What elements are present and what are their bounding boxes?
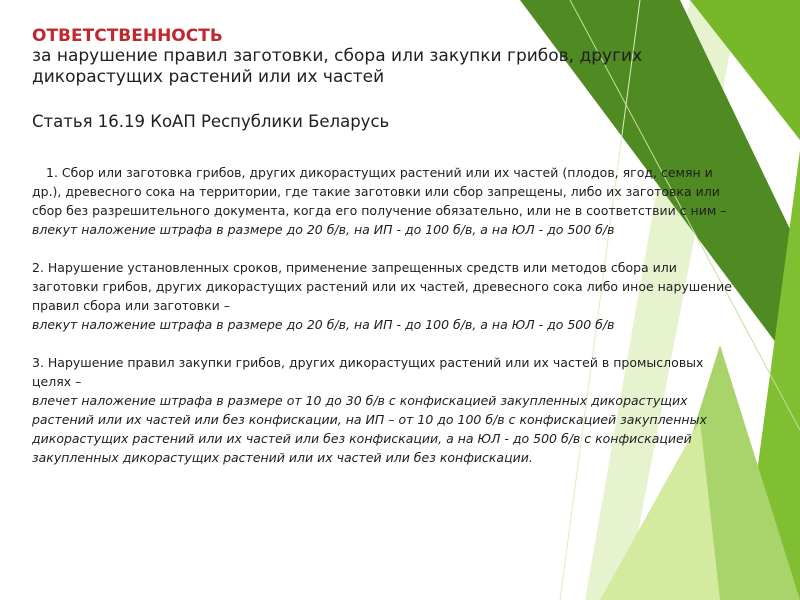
clause-1-text: 1. Сбор или заготовка грибов, других дикорастущих растений или их частей (плодов, ягод, семян и др.), древесного сока на территории, где такие заготовки или сбор запрещены, либо их заготовка или сбор без разрешительного документа, когда его получение обязательно, или не в соответствии с ним – — [32, 165, 727, 218]
slide-heading: ОТВЕТСТВЕННОСТЬ — [32, 26, 223, 46]
slide-subtitle: за нарушение правил заготовки, сбора или закупки грибов, других дикорастущих растений или их частей — [32, 46, 643, 87]
article-reference: Статья 16.19 КоАП Республики Беларусь — [32, 112, 390, 131]
clause-2-text: 2. Нарушение установленных сроков, применение запрещенных средств или методов сбора или заготовки грибов, других дикорастущих растений или их частей, древесного сока либо иное нарушение правил сбора или заготовки – — [32, 260, 732, 313]
clause-1-penalty: влекут наложение штрафа в размере до 20 б/в, на ИП - до 100 б/в, а на ЮЛ - до 500 б/в — [32, 222, 615, 237]
clause-3 — [32, 353, 732, 467]
article-body — [32, 163, 732, 467]
clause-2-penalty: влекут наложение штрафа в размере до 20 б/в, на ИП - до 100 б/в, а на ЮЛ - до 500 б/в — [32, 317, 615, 332]
clause-3-text: 3. Нарушение правил закупки грибов, других дикорастущих растений или их частей в промысловых целях – — [32, 355, 704, 389]
clause-1 — [32, 163, 732, 239]
title-block — [32, 26, 652, 88]
clause-2 — [32, 258, 732, 334]
clause-3-penalty: влечет наложение штрафа в размере от 10 до 30 б/в с конфискацией закупленных дикорастущих растений или их частей или без конфискации, на ИП – от 10 до 100 б/в с конфискацией закупленных дикорастущих растений или их частей или без конфискации, а на ЮЛ - до 500 б/в с конфискацией закупленных дикорастущих растений или их частей или без конфискации. — [32, 393, 707, 465]
